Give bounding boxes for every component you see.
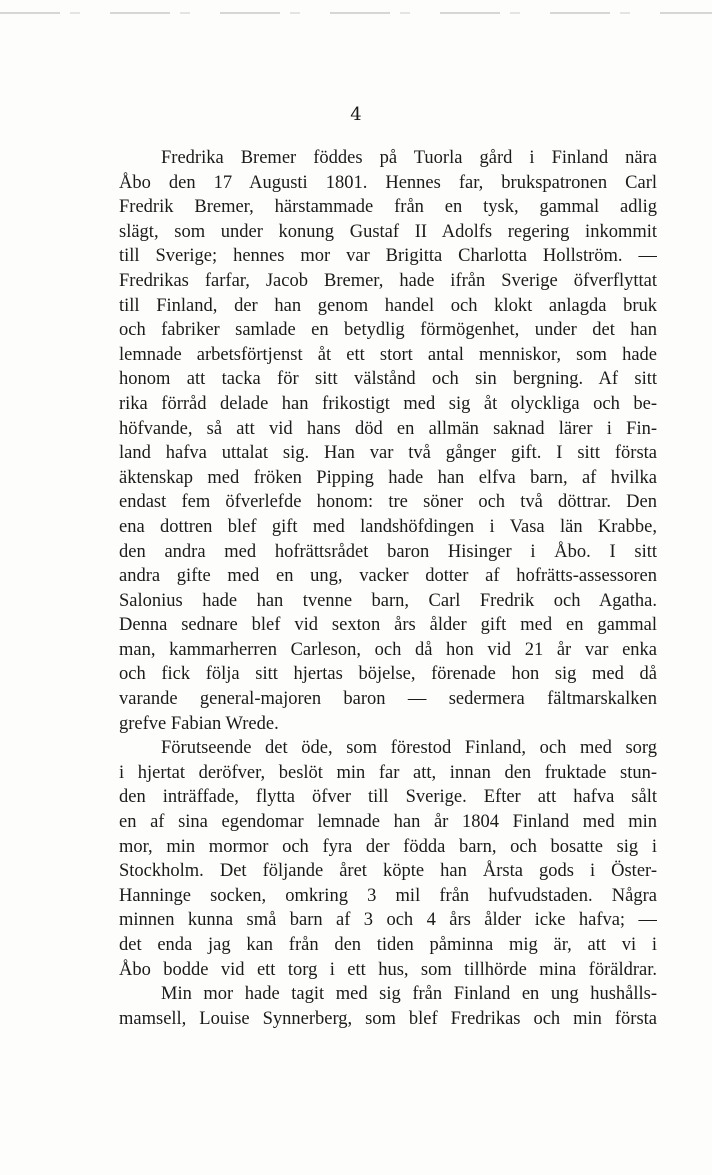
text-line: land hafva uttalat sig. Han var två gånger gift. I sitt första [119, 443, 657, 464]
text-line: Min mor hade tagit med sig från Finland en ung hushålls- [161, 984, 657, 1005]
text-line: Fredrika Bremer föddes på Tuorla gård i Finland nära [161, 148, 657, 168]
text-line: Åbo bodde vid ett torg i ett hus, som tillhörde mina föräldrar. [119, 959, 657, 980]
scan-edge-rule [0, 12, 712, 14]
text-line: Fredrikas farfar, Jacob Bremer, hade ifrån Sverige öfverflyttat [119, 270, 657, 291]
text-line: den inträffade, flytta öfver till Sverige. Efter att hafva sålt [119, 787, 657, 808]
text-line: minnen kunna små barn af 3 och 4 års ålder icke hafva; — [119, 910, 657, 931]
text-line: endast fem öfverlefde honom: tre söner och två döttrar. Den [119, 492, 657, 513]
text-line: varande general-majoren baron — sedermera fältmarskalken [119, 689, 657, 710]
text-line: höfvande, så att vid hans död en allmän saknad lärer i Fin- [119, 418, 657, 439]
text-line: och fick följa sitt hjertas böjelse, förenade hon sig med då [119, 664, 657, 685]
text-line: och fabriker samlade en betydlig förmögenhet, under det han [119, 320, 657, 341]
text-line: rika förråd delade han frikostigt med sig åt olyckliga och be- [119, 393, 657, 414]
text-line: mor, min mormor och fyra der födda barn, och bosatte sig i [119, 836, 657, 857]
text-line: det enda jag kan från den tiden påminna mig är, att vi i [119, 935, 657, 955]
text-line: mamsell, Louise Synnerberg, som blef Fredrikas och min första [119, 1008, 657, 1029]
text-line: en af sina egendomar lemnade han år 1804 Finland med min [119, 812, 657, 833]
text-line: grefve Fabian Wrede. [119, 713, 279, 734]
text-line: Hanninge socken, omkring 3 mil från hufvudstaden. Några [119, 885, 657, 906]
text-line: honom att tacka för sitt välstånd och sin bergning. Af sitt [119, 369, 657, 390]
text-line: till Sverige; hennes mor var Brigitta Charlotta Hollström. — [119, 246, 657, 267]
text-line: slägt, som under konung Gustaf II Adolfs regering inkommit [119, 221, 657, 242]
text-line: Åbo den 17 Augusti 1801. Hennes far, brukspatronen Carl [119, 172, 657, 193]
text-line: äktenskap med fröken Pipping hade han elfva barn, af hvilka [119, 467, 657, 488]
text-line: Förutseende det öde, som förestod Finland, och med sorg [161, 738, 657, 759]
text-line: Salonius hade han tvenne barn, Carl Fredrik och Agatha. [119, 590, 657, 611]
text-line: Denna sednare blef vid sexton års ålder gift med en gammal [119, 615, 657, 636]
text-line: Fredrik Bremer, härstammade från en tysk, gammal adlig [119, 197, 657, 218]
text-line: ena dottren blef gift med landshöfdingen i Vasa län Krabbe, [119, 516, 657, 537]
body-text [119, 146, 657, 1031]
text-line: i hjertat deröfver, beslöt min far att, innan den fruktade stun- [119, 762, 657, 783]
text-line: till Finland, der han genom handel och klokt anlagda bruk [119, 295, 657, 316]
text-line: lemnade arbetsförtjenst åt ett stort antal menniskor, som hade [119, 344, 657, 365]
text-line: man, kammarherren Carleson, och då hon vid 21 år var enka [119, 639, 657, 660]
text-line: den andra med hofrättsrådet baron Hisinger i Åbo. I sitt [119, 541, 657, 562]
text-line: Stockholm. Det följande året köpte han Årsta gods i Öster- [119, 861, 657, 882]
page-number: 4 [350, 104, 362, 125]
text-line: andra gifte med en ung, vacker dotter af hofrätts-assessoren [119, 566, 657, 587]
